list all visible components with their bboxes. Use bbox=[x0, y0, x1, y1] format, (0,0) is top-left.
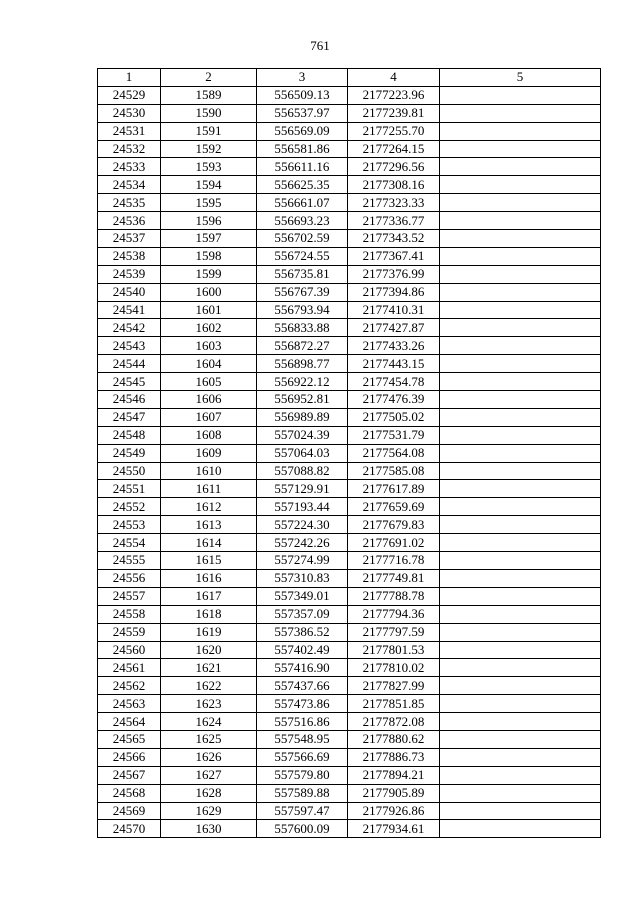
point-number-cell: 1620 bbox=[161, 641, 257, 659]
y-coordinate-cell: 2177343.52 bbox=[348, 230, 440, 248]
point-number-cell: 1589 bbox=[161, 86, 257, 104]
note-cell bbox=[440, 194, 601, 212]
table-row bbox=[98, 569, 601, 587]
y-coordinate-cell: 2177810.02 bbox=[348, 659, 440, 677]
coordinates-table bbox=[97, 68, 601, 838]
x-coordinate-cell: 556872.27 bbox=[257, 337, 348, 355]
point-number-cell: 1605 bbox=[161, 373, 257, 391]
point-number-cell: 1615 bbox=[161, 552, 257, 570]
row-id-cell: 24547 bbox=[98, 408, 161, 426]
note-cell bbox=[440, 373, 601, 391]
row-id-cell: 24554 bbox=[98, 534, 161, 552]
y-coordinate-cell: 2177827.99 bbox=[348, 677, 440, 695]
x-coordinate-cell: 557579.80 bbox=[257, 766, 348, 784]
row-id-cell: 24542 bbox=[98, 319, 161, 337]
x-coordinate-cell: 556833.88 bbox=[257, 319, 348, 337]
row-id-cell: 24566 bbox=[98, 748, 161, 766]
note-cell bbox=[440, 623, 601, 641]
row-id-cell: 24537 bbox=[98, 230, 161, 248]
y-coordinate-cell: 2177367.41 bbox=[348, 247, 440, 265]
x-coordinate-cell: 556898.77 bbox=[257, 355, 348, 373]
point-number-cell: 1601 bbox=[161, 301, 257, 319]
row-id-cell: 24532 bbox=[98, 140, 161, 158]
x-coordinate-cell: 556661.07 bbox=[257, 194, 348, 212]
point-number-cell: 1624 bbox=[161, 713, 257, 731]
note-cell bbox=[440, 748, 601, 766]
note-cell bbox=[440, 587, 601, 605]
x-coordinate-cell: 557129.91 bbox=[257, 480, 348, 498]
y-coordinate-cell: 2177894.21 bbox=[348, 766, 440, 784]
note-cell bbox=[440, 480, 601, 498]
row-id-cell: 24552 bbox=[98, 498, 161, 516]
point-number-cell: 1603 bbox=[161, 337, 257, 355]
point-number-cell: 1619 bbox=[161, 623, 257, 641]
point-number-cell: 1598 bbox=[161, 247, 257, 265]
note-cell bbox=[440, 301, 601, 319]
table-row bbox=[98, 820, 601, 838]
y-coordinate-cell: 2177308.16 bbox=[348, 176, 440, 194]
y-coordinate-cell: 2177872.08 bbox=[348, 713, 440, 731]
table-row bbox=[98, 534, 601, 552]
x-coordinate-cell: 557516.86 bbox=[257, 713, 348, 731]
row-id-cell: 24555 bbox=[98, 552, 161, 570]
y-coordinate-cell: 2177716.78 bbox=[348, 552, 440, 570]
table-row bbox=[98, 212, 601, 230]
row-id-cell: 24558 bbox=[98, 605, 161, 623]
y-coordinate-cell: 2177585.08 bbox=[348, 462, 440, 480]
y-coordinate-cell: 2177659.69 bbox=[348, 498, 440, 516]
table-row bbox=[98, 319, 601, 337]
y-coordinate-cell: 2177336.77 bbox=[348, 212, 440, 230]
row-id-cell: 24534 bbox=[98, 176, 161, 194]
row-id-cell: 24544 bbox=[98, 355, 161, 373]
table-row bbox=[98, 677, 601, 695]
x-coordinate-cell: 557242.26 bbox=[257, 534, 348, 552]
column-header-1: 1 bbox=[98, 69, 161, 87]
point-number-cell: 1617 bbox=[161, 587, 257, 605]
table-row bbox=[98, 730, 601, 748]
y-coordinate-cell: 2177223.96 bbox=[348, 86, 440, 104]
point-number-cell: 1611 bbox=[161, 480, 257, 498]
table-row bbox=[98, 337, 601, 355]
note-cell bbox=[440, 337, 601, 355]
x-coordinate-cell: 557437.66 bbox=[257, 677, 348, 695]
row-id-cell: 24560 bbox=[98, 641, 161, 659]
y-coordinate-cell: 2177427.87 bbox=[348, 319, 440, 337]
y-coordinate-cell: 2177749.81 bbox=[348, 569, 440, 587]
table-row bbox=[98, 301, 601, 319]
table-header bbox=[98, 69, 601, 87]
x-coordinate-cell: 556767.39 bbox=[257, 283, 348, 301]
point-number-cell: 1599 bbox=[161, 265, 257, 283]
point-number-cell: 1604 bbox=[161, 355, 257, 373]
y-coordinate-cell: 2177617.89 bbox=[348, 480, 440, 498]
x-coordinate-cell: 557310.83 bbox=[257, 569, 348, 587]
y-coordinate-cell: 2177264.15 bbox=[348, 140, 440, 158]
note-cell bbox=[440, 641, 601, 659]
x-coordinate-cell: 557024.39 bbox=[257, 426, 348, 444]
note-cell bbox=[440, 820, 601, 838]
row-id-cell: 24556 bbox=[98, 569, 161, 587]
note-cell bbox=[440, 355, 601, 373]
row-id-cell: 24548 bbox=[98, 426, 161, 444]
table-row bbox=[98, 283, 601, 301]
x-coordinate-cell: 556611.16 bbox=[257, 158, 348, 176]
row-id-cell: 24540 bbox=[98, 283, 161, 301]
point-number-cell: 1610 bbox=[161, 462, 257, 480]
table-row bbox=[98, 122, 601, 140]
row-id-cell: 24530 bbox=[98, 104, 161, 122]
row-id-cell: 24564 bbox=[98, 713, 161, 731]
x-coordinate-cell: 557064.03 bbox=[257, 444, 348, 462]
y-coordinate-cell: 2177433.26 bbox=[348, 337, 440, 355]
note-cell bbox=[440, 158, 601, 176]
x-coordinate-cell: 557357.09 bbox=[257, 605, 348, 623]
y-coordinate-cell: 2177394.86 bbox=[348, 283, 440, 301]
note-cell bbox=[440, 230, 601, 248]
note-cell bbox=[440, 462, 601, 480]
point-number-cell: 1623 bbox=[161, 695, 257, 713]
x-coordinate-cell: 557224.30 bbox=[257, 516, 348, 534]
note-cell bbox=[440, 391, 601, 409]
x-coordinate-cell: 557600.09 bbox=[257, 820, 348, 838]
note-cell bbox=[440, 319, 601, 337]
note-cell bbox=[440, 659, 601, 677]
note-cell bbox=[440, 140, 601, 158]
y-coordinate-cell: 2177934.61 bbox=[348, 820, 440, 838]
note-cell bbox=[440, 695, 601, 713]
point-number-cell: 1602 bbox=[161, 319, 257, 337]
note-cell bbox=[440, 426, 601, 444]
x-coordinate-cell: 557597.47 bbox=[257, 802, 348, 820]
x-coordinate-cell: 556509.13 bbox=[257, 86, 348, 104]
table-row bbox=[98, 158, 601, 176]
x-coordinate-cell: 556537.97 bbox=[257, 104, 348, 122]
note-cell bbox=[440, 605, 601, 623]
point-number-cell: 1621 bbox=[161, 659, 257, 677]
note-cell bbox=[440, 534, 601, 552]
y-coordinate-cell: 2177376.99 bbox=[348, 265, 440, 283]
point-number-cell: 1592 bbox=[161, 140, 257, 158]
point-number-cell: 1607 bbox=[161, 408, 257, 426]
note-cell bbox=[440, 552, 601, 570]
y-coordinate-cell: 2177788.78 bbox=[348, 587, 440, 605]
x-coordinate-cell: 556989.89 bbox=[257, 408, 348, 426]
row-id-cell: 24559 bbox=[98, 623, 161, 641]
note-cell bbox=[440, 569, 601, 587]
point-number-cell: 1629 bbox=[161, 802, 257, 820]
point-number-cell: 1590 bbox=[161, 104, 257, 122]
point-number-cell: 1594 bbox=[161, 176, 257, 194]
x-coordinate-cell: 557386.52 bbox=[257, 623, 348, 641]
table-row bbox=[98, 391, 601, 409]
note-cell bbox=[440, 86, 601, 104]
note-cell bbox=[440, 265, 601, 283]
table-row bbox=[98, 516, 601, 534]
x-coordinate-cell: 557589.88 bbox=[257, 784, 348, 802]
y-coordinate-cell: 2177323.33 bbox=[348, 194, 440, 212]
row-id-cell: 24570 bbox=[98, 820, 161, 838]
table-row bbox=[98, 587, 601, 605]
x-coordinate-cell: 556952.81 bbox=[257, 391, 348, 409]
note-cell bbox=[440, 784, 601, 802]
note-cell bbox=[440, 122, 601, 140]
column-header-3: 3 bbox=[257, 69, 348, 87]
x-coordinate-cell: 557548.95 bbox=[257, 730, 348, 748]
table-row bbox=[98, 552, 601, 570]
y-coordinate-cell: 2177691.02 bbox=[348, 534, 440, 552]
y-coordinate-cell: 2177255.70 bbox=[348, 122, 440, 140]
point-number-cell: 1627 bbox=[161, 766, 257, 784]
point-number-cell: 1609 bbox=[161, 444, 257, 462]
point-number-cell: 1628 bbox=[161, 784, 257, 802]
point-number-cell: 1597 bbox=[161, 230, 257, 248]
note-cell bbox=[440, 677, 601, 695]
x-coordinate-cell: 557088.82 bbox=[257, 462, 348, 480]
table-row bbox=[98, 659, 601, 677]
table-row bbox=[98, 247, 601, 265]
row-id-cell: 24553 bbox=[98, 516, 161, 534]
row-id-cell: 24562 bbox=[98, 677, 161, 695]
table-row bbox=[98, 480, 601, 498]
table-row bbox=[98, 140, 601, 158]
y-coordinate-cell: 2177679.83 bbox=[348, 516, 440, 534]
note-cell bbox=[440, 766, 601, 784]
row-id-cell: 24569 bbox=[98, 802, 161, 820]
x-coordinate-cell: 557566.69 bbox=[257, 748, 348, 766]
table-row bbox=[98, 265, 601, 283]
row-id-cell: 24538 bbox=[98, 247, 161, 265]
column-header-4: 4 bbox=[348, 69, 440, 87]
table-row bbox=[98, 641, 601, 659]
row-id-cell: 24557 bbox=[98, 587, 161, 605]
point-number-cell: 1593 bbox=[161, 158, 257, 176]
point-number-cell: 1600 bbox=[161, 283, 257, 301]
row-id-cell: 24565 bbox=[98, 730, 161, 748]
y-coordinate-cell: 2177794.36 bbox=[348, 605, 440, 623]
row-id-cell: 24567 bbox=[98, 766, 161, 784]
x-coordinate-cell: 557473.86 bbox=[257, 695, 348, 713]
table-row bbox=[98, 802, 601, 820]
y-coordinate-cell: 2177564.08 bbox=[348, 444, 440, 462]
point-number-cell: 1591 bbox=[161, 122, 257, 140]
x-coordinate-cell: 556724.55 bbox=[257, 247, 348, 265]
table-row bbox=[98, 766, 601, 784]
note-cell bbox=[440, 247, 601, 265]
row-id-cell: 24563 bbox=[98, 695, 161, 713]
page-number: 761 bbox=[310, 38, 330, 53]
point-number-cell: 1596 bbox=[161, 212, 257, 230]
x-coordinate-cell: 556581.86 bbox=[257, 140, 348, 158]
x-coordinate-cell: 556702.59 bbox=[257, 230, 348, 248]
y-coordinate-cell: 2177851.85 bbox=[348, 695, 440, 713]
x-coordinate-cell: 556625.35 bbox=[257, 176, 348, 194]
table-row bbox=[98, 444, 601, 462]
y-coordinate-cell: 2177454.78 bbox=[348, 373, 440, 391]
row-id-cell: 24550 bbox=[98, 462, 161, 480]
y-coordinate-cell: 2177296.56 bbox=[348, 158, 440, 176]
row-id-cell: 24561 bbox=[98, 659, 161, 677]
x-coordinate-cell: 557274.99 bbox=[257, 552, 348, 570]
x-coordinate-cell: 557402.49 bbox=[257, 641, 348, 659]
table-row bbox=[98, 695, 601, 713]
header-row bbox=[98, 69, 601, 87]
row-id-cell: 24568 bbox=[98, 784, 161, 802]
row-id-cell: 24535 bbox=[98, 194, 161, 212]
table-body bbox=[98, 86, 601, 837]
row-id-cell: 24529 bbox=[98, 86, 161, 104]
table-row bbox=[98, 498, 601, 516]
row-id-cell: 24551 bbox=[98, 480, 161, 498]
row-id-cell: 24545 bbox=[98, 373, 161, 391]
table-row bbox=[98, 462, 601, 480]
point-number-cell: 1630 bbox=[161, 820, 257, 838]
x-coordinate-cell: 556735.81 bbox=[257, 265, 348, 283]
y-coordinate-cell: 2177239.81 bbox=[348, 104, 440, 122]
y-coordinate-cell: 2177886.73 bbox=[348, 748, 440, 766]
table-row bbox=[98, 408, 601, 426]
note-cell bbox=[440, 713, 601, 731]
y-coordinate-cell: 2177797.59 bbox=[348, 623, 440, 641]
note-cell bbox=[440, 212, 601, 230]
y-coordinate-cell: 2177410.31 bbox=[348, 301, 440, 319]
y-coordinate-cell: 2177880.62 bbox=[348, 730, 440, 748]
x-coordinate-cell: 557193.44 bbox=[257, 498, 348, 516]
point-number-cell: 1612 bbox=[161, 498, 257, 516]
column-header-2: 2 bbox=[161, 69, 257, 87]
note-cell bbox=[440, 176, 601, 194]
table-row bbox=[98, 713, 601, 731]
y-coordinate-cell: 2177905.89 bbox=[348, 784, 440, 802]
row-id-cell: 24546 bbox=[98, 391, 161, 409]
y-coordinate-cell: 2177801.53 bbox=[348, 641, 440, 659]
note-cell bbox=[440, 104, 601, 122]
point-number-cell: 1614 bbox=[161, 534, 257, 552]
table-row bbox=[98, 230, 601, 248]
note-cell bbox=[440, 498, 601, 516]
row-id-cell: 24533 bbox=[98, 158, 161, 176]
table-row bbox=[98, 748, 601, 766]
row-id-cell: 24549 bbox=[98, 444, 161, 462]
point-number-cell: 1613 bbox=[161, 516, 257, 534]
note-cell bbox=[440, 730, 601, 748]
x-coordinate-cell: 556569.09 bbox=[257, 122, 348, 140]
row-id-cell: 24536 bbox=[98, 212, 161, 230]
x-coordinate-cell: 557349.01 bbox=[257, 587, 348, 605]
note-cell bbox=[440, 408, 601, 426]
point-number-cell: 1622 bbox=[161, 677, 257, 695]
point-number-cell: 1626 bbox=[161, 748, 257, 766]
y-coordinate-cell: 2177531.79 bbox=[348, 426, 440, 444]
note-cell bbox=[440, 516, 601, 534]
table-row bbox=[98, 426, 601, 444]
row-id-cell: 24541 bbox=[98, 301, 161, 319]
table-row bbox=[98, 86, 601, 104]
note-cell bbox=[440, 802, 601, 820]
y-coordinate-cell: 2177476.39 bbox=[348, 391, 440, 409]
x-coordinate-cell: 557416.90 bbox=[257, 659, 348, 677]
y-coordinate-cell: 2177505.02 bbox=[348, 408, 440, 426]
table-row bbox=[98, 194, 601, 212]
table-row bbox=[98, 623, 601, 641]
table-row bbox=[98, 784, 601, 802]
y-coordinate-cell: 2177926.86 bbox=[348, 802, 440, 820]
x-coordinate-cell: 556693.23 bbox=[257, 212, 348, 230]
x-coordinate-cell: 556922.12 bbox=[257, 373, 348, 391]
row-id-cell: 24543 bbox=[98, 337, 161, 355]
note-cell bbox=[440, 283, 601, 301]
point-number-cell: 1608 bbox=[161, 426, 257, 444]
row-id-cell: 24539 bbox=[98, 265, 161, 283]
point-number-cell: 1595 bbox=[161, 194, 257, 212]
x-coordinate-cell: 556793.94 bbox=[257, 301, 348, 319]
y-coordinate-cell: 2177443.15 bbox=[348, 355, 440, 373]
table-row bbox=[98, 176, 601, 194]
table-row bbox=[98, 355, 601, 373]
point-number-cell: 1618 bbox=[161, 605, 257, 623]
column-header-5: 5 bbox=[440, 69, 601, 87]
note-cell bbox=[440, 444, 601, 462]
table-row bbox=[98, 605, 601, 623]
table-row bbox=[98, 373, 601, 391]
point-number-cell: 1625 bbox=[161, 730, 257, 748]
point-number-cell: 1616 bbox=[161, 569, 257, 587]
point-number-cell: 1606 bbox=[161, 391, 257, 409]
row-id-cell: 24531 bbox=[98, 122, 161, 140]
table-row bbox=[98, 104, 601, 122]
